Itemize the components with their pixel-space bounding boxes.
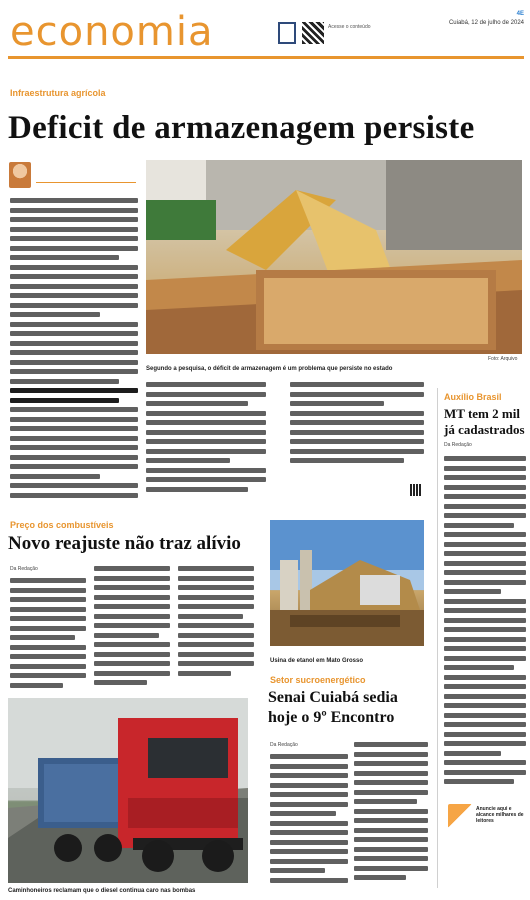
ad-logo-icon (448, 804, 472, 828)
story2-headline: Novo reajuste não traz alívio (8, 533, 241, 554)
newspaper-logo-icon (278, 22, 296, 44)
story2-column-3 (178, 566, 254, 680)
grain-loading-illustration (146, 160, 522, 354)
truck-illustration (8, 698, 248, 883)
sidebar-kicker: Auxílio Brasil (444, 392, 502, 402)
author-avatar (9, 162, 31, 188)
author-rule (36, 182, 136, 183)
story3-byline: Da Redação (270, 742, 298, 748)
story3-column-2 (354, 742, 428, 885)
sidebar-divider (437, 388, 438, 888)
story3-kicker: Setor sucroenergético (270, 675, 366, 685)
lead-headline: Deficit de armazenagem persiste (8, 110, 475, 146)
page-number: 4E (516, 11, 524, 17)
story2-byline: Da Redação (10, 566, 38, 572)
truck-photo-caption: Caminhoneiros reclamam que o diesel continua caro nas bombas (8, 888, 196, 894)
plant-photo (270, 520, 424, 646)
plant-photo-caption: Usina de etanol em Mato Grosso (270, 658, 364, 664)
story2-column-2 (94, 566, 170, 690)
lead-photo-grain-loading (146, 160, 522, 354)
truck-photo (8, 698, 248, 883)
page-meta (449, 10, 524, 28)
qr-code-icon (302, 22, 324, 44)
lead-column-2 (146, 382, 266, 496)
lead-photo-caption: Segundo a pesquisa, o déficit de armazenagem é um problema que persiste no estado (146, 366, 393, 372)
sidebar-headline: MT tem 2 mil já cadastrados (444, 406, 525, 437)
sidebar-byline: Da Redação (444, 442, 472, 448)
date-line: Cuiabá, 12 de julho de 2024 (448, 20, 524, 26)
plant-illustration (270, 520, 424, 646)
section-title: economia (10, 9, 214, 55)
lead-column-1 (10, 198, 138, 502)
qr-caption: Acesse o conteúdo (328, 24, 371, 30)
story2-column-1 (10, 578, 86, 692)
story3-column-1 (270, 754, 348, 887)
lead-photo-credit: Foto: Arquivo (488, 356, 518, 362)
ad-text: Anuncie aqui e alcance milhares de leitores (476, 806, 524, 824)
sidebar-column (444, 456, 526, 789)
masthead (8, 8, 524, 60)
section-rule (8, 56, 524, 59)
barcode-icon (410, 484, 422, 496)
lead-kicker: Infraestrutura agrícola (10, 88, 106, 98)
lead-column-3 (290, 382, 424, 468)
story2-kicker: Preço dos combustíveis (10, 520, 114, 530)
story3-headline: Senai Cuiabá sedia hoje o 9º Encontro (268, 689, 398, 726)
